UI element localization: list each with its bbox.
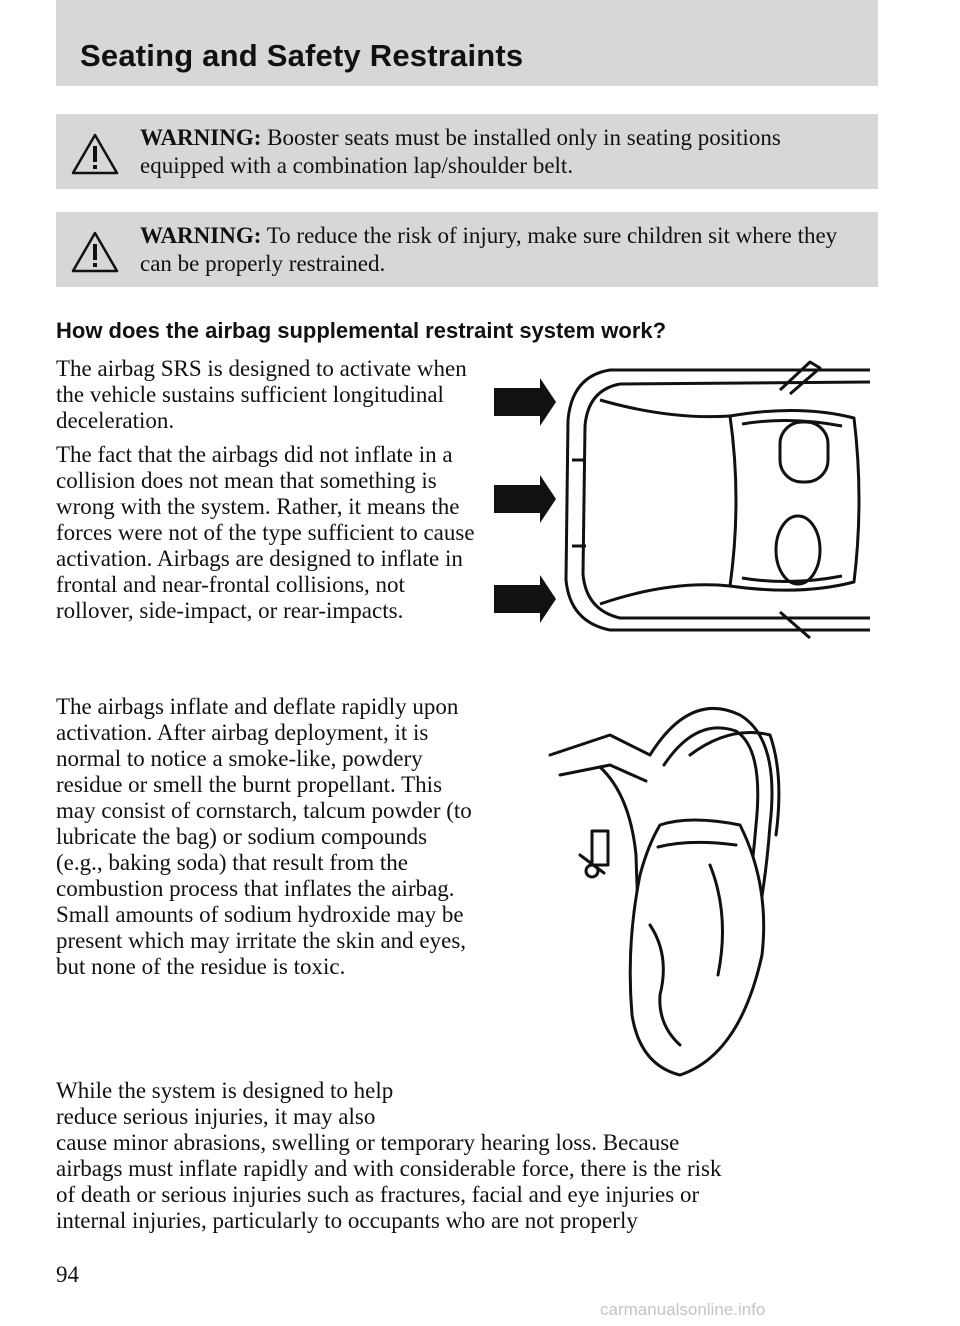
- warning-body: To reduce the risk of injury, make sure children sit where they can be properly restrained.: [140, 223, 838, 276]
- paragraph-line: While the system is designed to help: [56, 1078, 394, 1103]
- paragraph: The airbags inflate and deflate rapidly upon activation. After airbag deployment, it is normal to notice a smoke-like, powdery residue or smell the burnt propellant. This may consist of cornstarch, talcum powder (to lubricate the bag) or sodium compounds (e.g., baking soda) that result from the combustion process that inflates the airbag. Small amounts of sodium hydroxide may be present which may irritate the skin and eyes, but none of the residue is toxic.: [56, 694, 472, 979]
- warning-triangle-icon: [70, 132, 120, 176]
- paragraph: The fact that the airbags did not inflate in a collision does not mean that something is wrong with the system. Rather, it means the forces were not of the type sufficient to cause activation. Airbags are designed to inflate in frontal and near-frontal collisions, not rollover, side-impact, or rear-impacts.: [56, 442, 475, 623]
- warning-text: [140, 124, 860, 180]
- paragraph-line: internal injuries, particularly to occupants who are not properly: [56, 1208, 638, 1233]
- paragraph-line: reduce serious injuries, it may also: [56, 1104, 376, 1129]
- paragraph: [56, 1078, 886, 1234]
- page-number: 94: [56, 1262, 79, 1287]
- paragraph-line: airbags must inflate rapidly and with considerable force, there is the risk: [56, 1156, 722, 1181]
- warning-label: WARNING:: [140, 223, 262, 248]
- paragraph: The airbag SRS is designed to activate when the vehicle sustains sufficient longitudinal deceleration.: [56, 356, 467, 433]
- warning-box: [56, 114, 878, 189]
- watermark: carmanualsonline.info: [600, 1300, 766, 1319]
- warning-label: WARNING:: [140, 125, 262, 150]
- page-title: Seating and Safety Restraints: [80, 38, 524, 73]
- paragraph-line: cause minor abrasions, swelling or temporary hearing loss. Because: [56, 1130, 680, 1155]
- vehicle-frontal-impact-illustration: [490, 360, 880, 640]
- warning-box: [56, 212, 878, 287]
- section-heading: How does the airbag supplemental restraint system work?: [56, 318, 667, 343]
- warning-triangle-icon: [70, 230, 120, 274]
- warning-text: [140, 222, 860, 278]
- warning-body: Booster seats must be installed only in seating positions equipped with a combination lap/shoulder belt.: [140, 125, 781, 178]
- deployed-airbag-illustration: [540, 695, 840, 1080]
- paragraph-line: of death or serious injuries such as fractures, facial and eye injuries or: [56, 1182, 700, 1207]
